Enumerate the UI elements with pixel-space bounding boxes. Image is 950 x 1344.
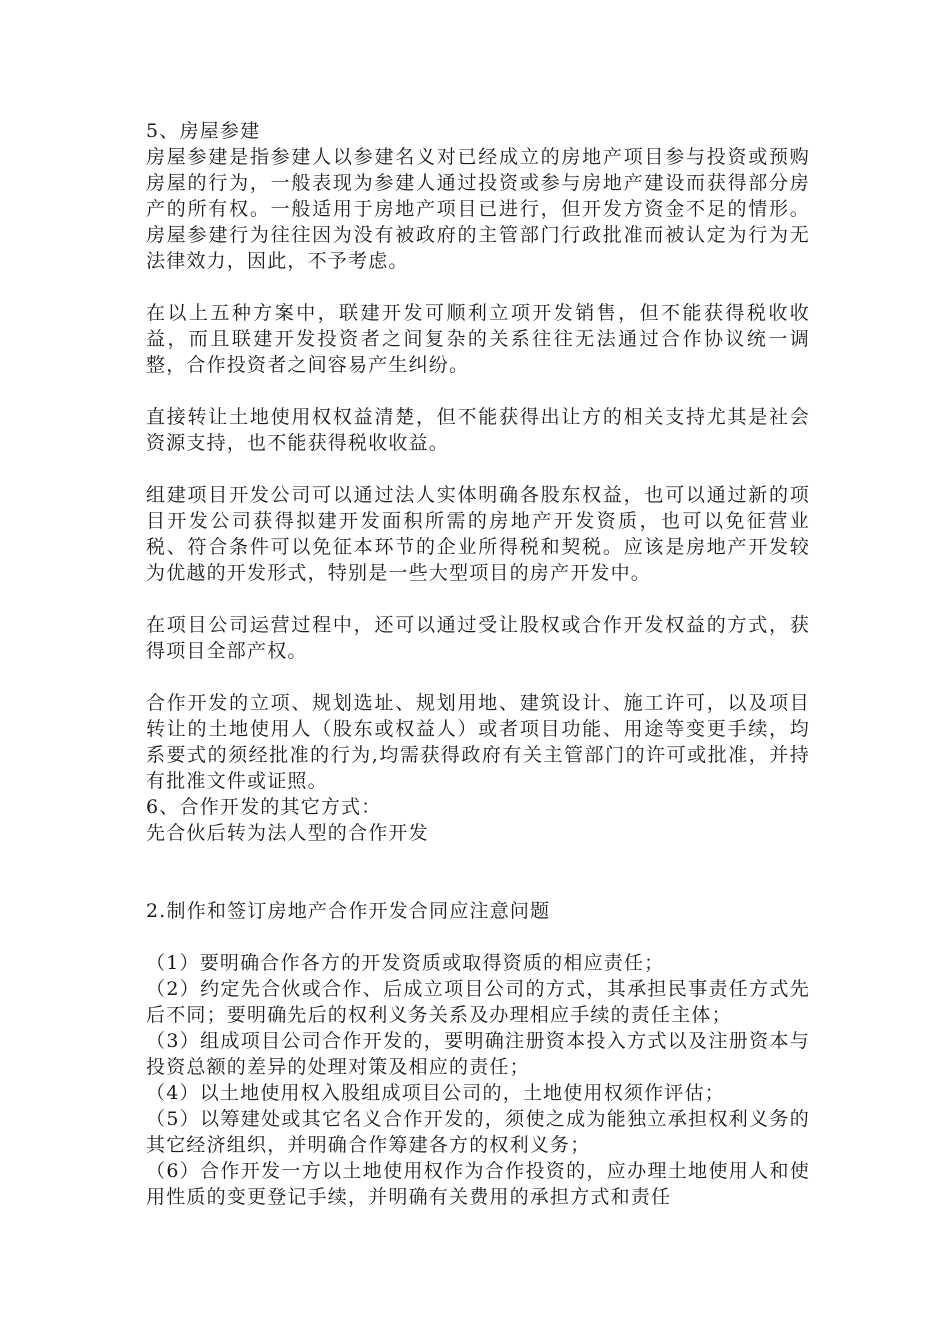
- spacer: [146, 924, 810, 950]
- list-item: （4）以土地使用权入股组成项目公司的，土地使用权须作评估；: [146, 1082, 725, 1104]
- section-5-body: 房屋参建是指参建人以参建名义对已经成立的房地产项目参与投资或预购房屋的行为，一般表现为参建人通过投资或参与房地产建设而获得部分房产的所有权。一般适用于房地产项目已进行，但开发方资金不足的情形。房屋参建行为往往因为没有被政府的主管部门行政批准而被认定为行为无法律效力，因此，不予考虑。: [146, 146, 810, 272]
- paragraph-project-company: 组建项目开发公司可以通过法人实体明确各股东权益，也可以通过新的项目开发公司获得拟建开发面积所需的房地产开发资质，也可以免征营业税、符合条件可以免征本环节的企业所得税和契税。应该是房地产开发较为优越的开发形式，特别是一些大型项目的房产开发中。: [146, 484, 810, 584]
- document-page: [146, 118, 810, 1210]
- paragraph-operation: 在项目公司运营过程中，还可以通过受让股权或合作开发权益的方式，获得项目全部产权。: [146, 614, 810, 662]
- list-item: （3）组成项目公司合作开发的，要明确注册资本投入方式以及注册资本与投资总额的差异的处理对策及相应的责任；: [146, 1030, 810, 1078]
- spacer: [146, 378, 810, 404]
- spacer: [146, 274, 810, 300]
- section-2-heading: 2.制作和签订房地产合作开发合同应注意问题: [146, 900, 551, 922]
- list-item: （6）合作开发一方以土地使用权作为合作投资的，应办理土地使用人和使用性质的变更登记手续，并明确有关费用的承担方式和责任: [146, 1160, 810, 1208]
- list-item: （1）要明确合作各方的开发资质或取得资质的相应责任；: [146, 952, 665, 974]
- section-6-line: 先合伙后转为法人型的合作开发: [146, 822, 429, 844]
- spacer: [146, 586, 810, 612]
- spacer: [146, 846, 810, 898]
- contract-notes-list: [146, 950, 810, 1210]
- paragraph-land-transfer: 直接转让土地使用权权益清楚，但不能获得出让方的相关支持尤其是社会资源支持，也不能获得税收收益。: [146, 406, 810, 454]
- list-item: （5）以筹建处或其它名义合作开发的，须使之成为能独立承担权利义务的其它经济组织，并明确合作筹建各方的权利义务；: [146, 1108, 810, 1156]
- list-item: （2）约定先合伙或合作、后成立项目公司的方式，其承担民事责任方式先后不同；要明确先后的权利义务关系及办理相应手续的责任主体；: [146, 978, 810, 1026]
- spacer: [146, 664, 810, 690]
- section-5-heading: 5、房屋参建: [146, 120, 261, 142]
- paragraph-joint-construction: 在以上五种方案中，联建开发可顺利立项开发销售，但不能获得税收收益，而且联建开发投资者之间复杂的关系往往无法通过合作协议统一调整，合作投资者之间容易产生纠纷。: [146, 302, 810, 376]
- paragraph-approval: 合作开发的立项、规划选址、规划用地、建筑设计、施工许可，以及项目转让的土地使用人（股东或权益人）或者项目功能、用途等变更手续，均系要式的须经批准的行为,均需获得政府有关主管部门的许可或批准，并持有批准文件或证照。: [146, 692, 810, 792]
- section-6-heading: 6、合作开发的其它方式：: [146, 796, 382, 818]
- spacer: [146, 456, 810, 482]
